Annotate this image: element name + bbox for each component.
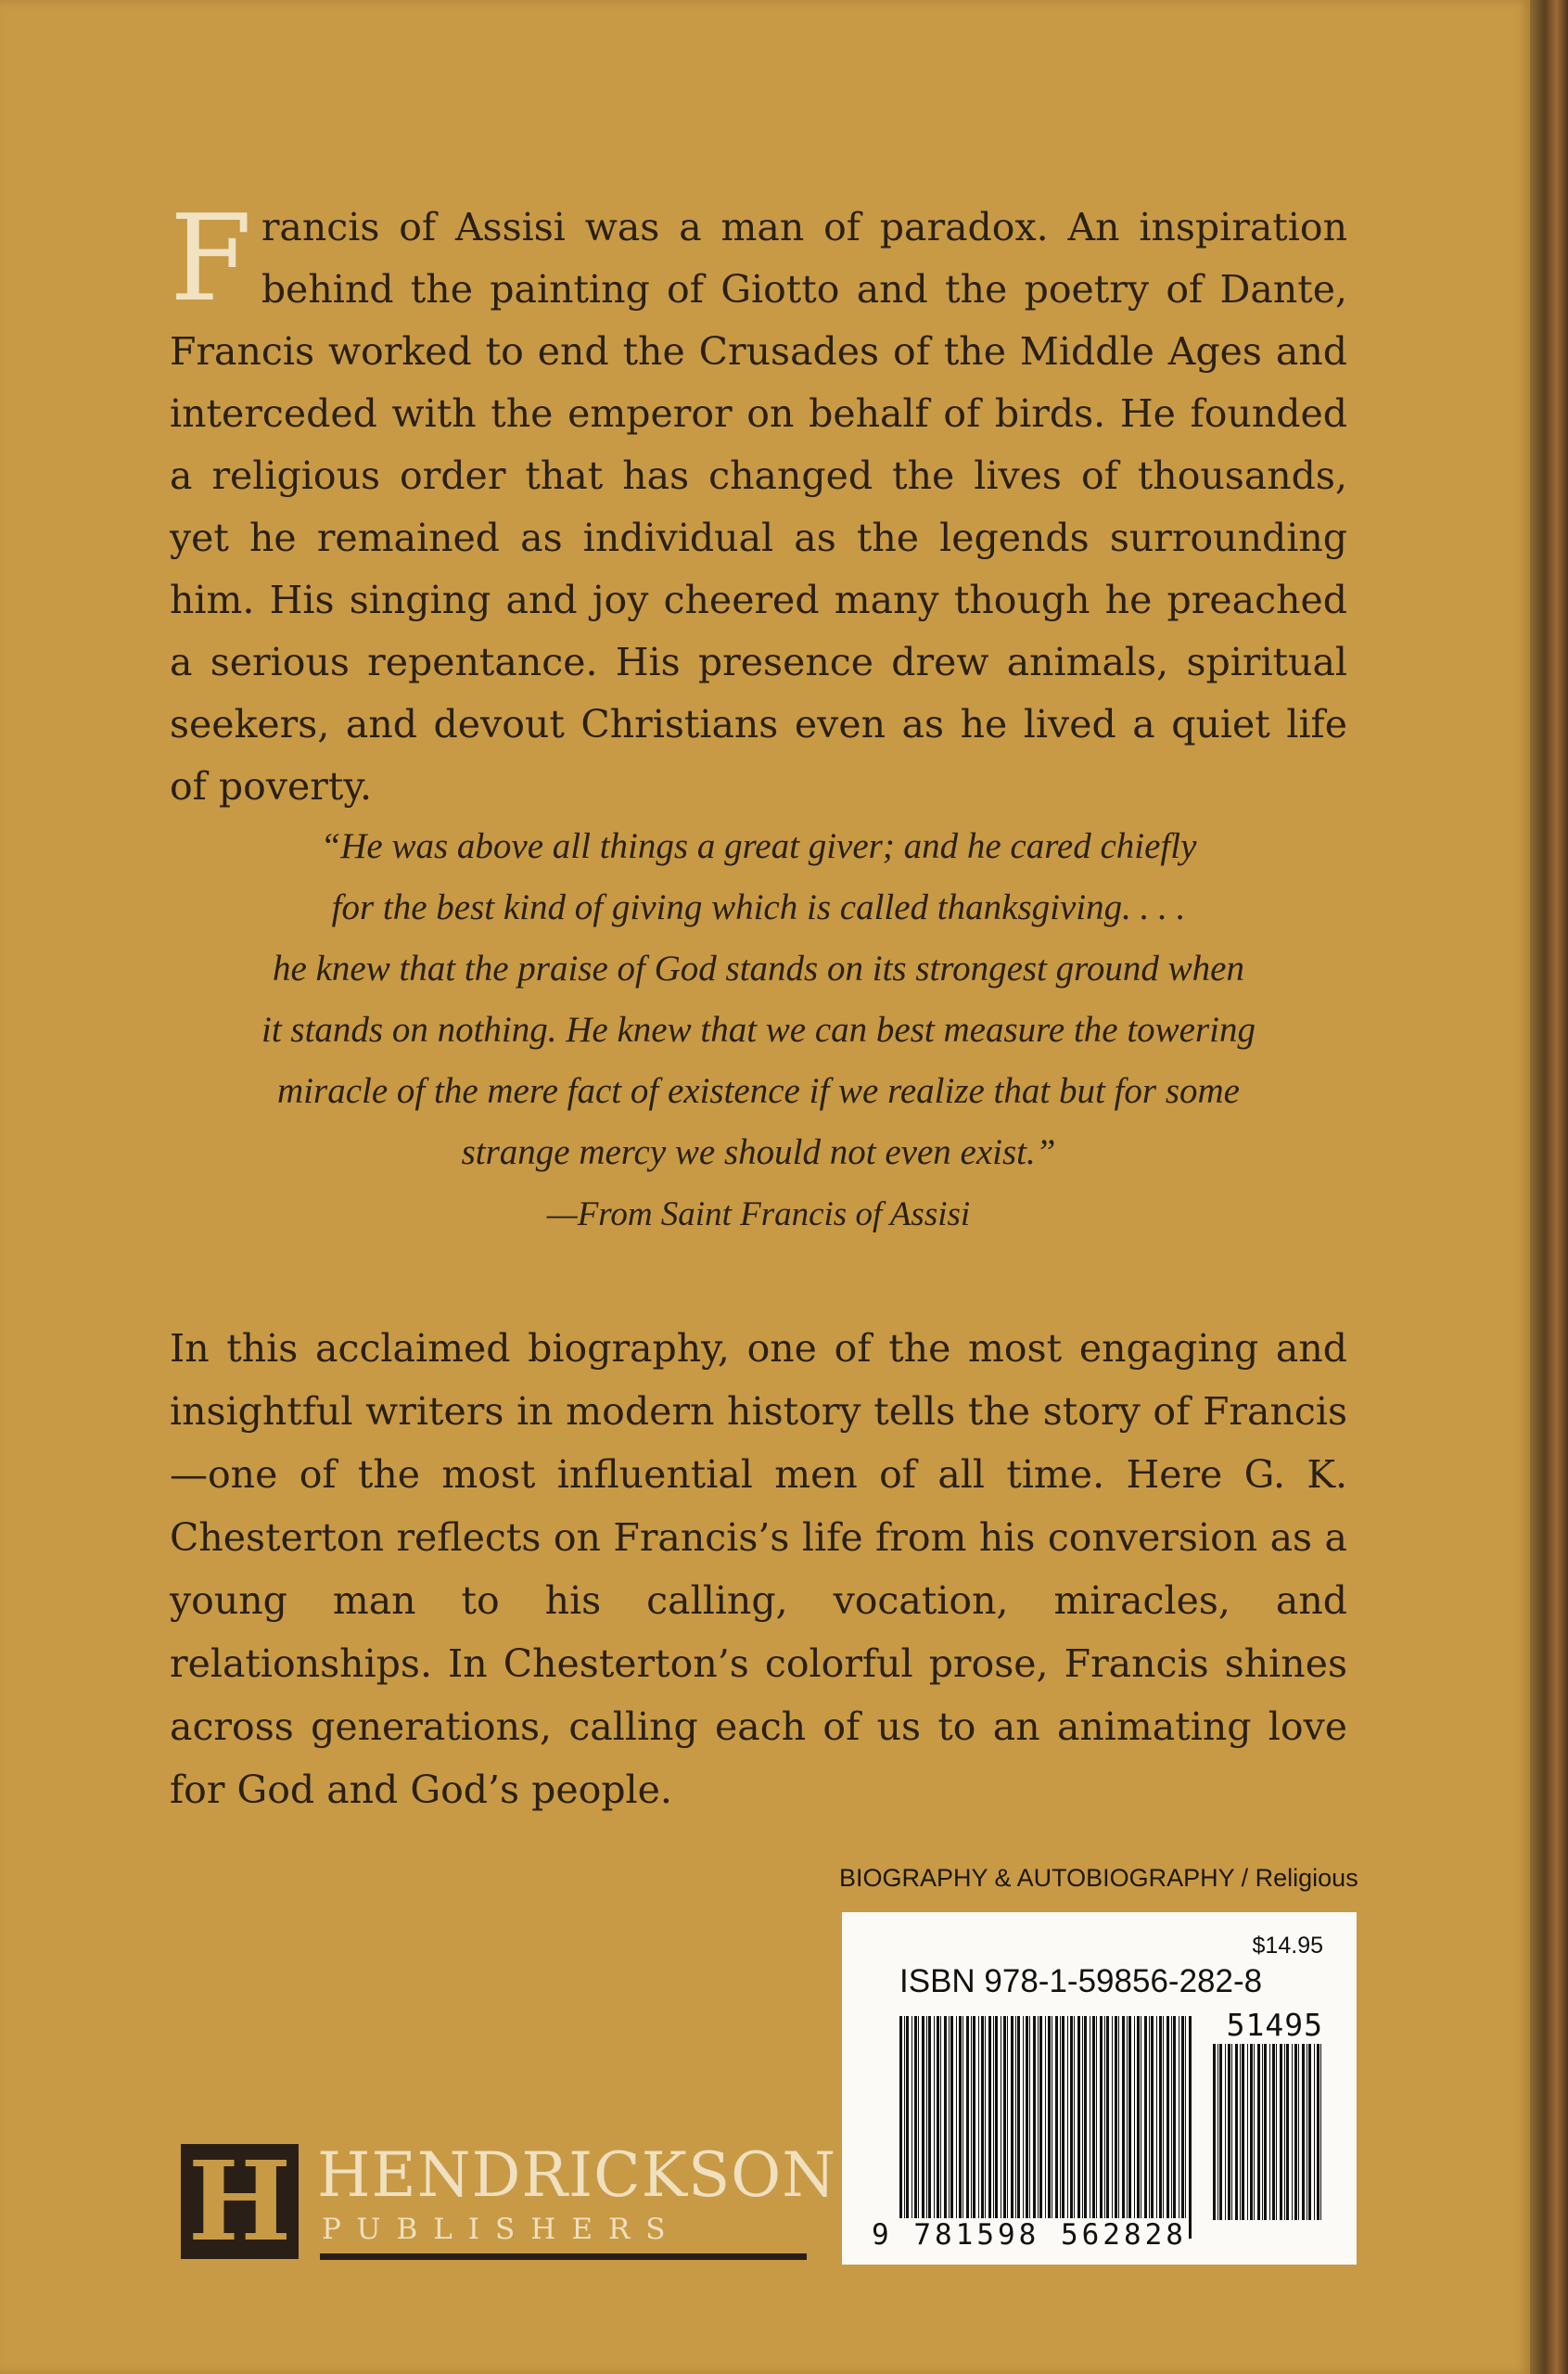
subject-category: BIOGRAPHY & AUTOBIOGRAPHY / Religious	[839, 1864, 1358, 1892]
price-addon-code: 51495	[1226, 2007, 1323, 2043]
addon-barcode	[1213, 2044, 1324, 2220]
book-summary: In this acclaimed biography, one of the most engaging and insightful writers in modern history tells the story of Francis—one of the most influential men of all time. Here G. K. Chesterton reflects on Francis’s life from his conversion as a young man to his calling, vocation, miracles, and relationships. In Chesterton’s colorful prose, Francis shines across generations, calling each of us to an animating love for God and God’s people.	[170, 1326, 1347, 1812]
opening-blurb	[170, 190, 1347, 818]
price-label: $14.95	[1252, 1933, 1323, 1959]
quote-line: it stands on nothing. He knew that we can best measure the towering	[261, 1010, 1256, 1050]
quote-source: —From Saint Francis of Assisi	[546, 1195, 971, 1233]
quote-line: for the best kind of giving which is called thanksgiving. . . .	[331, 887, 1186, 927]
quote-line: he knew that the praise of God stands on its strongest ground when	[273, 949, 1244, 989]
publisher-subtitle: PUBLISHERS	[322, 2213, 682, 2246]
publisher-mark-icon: H	[181, 2144, 299, 2259]
opening-blurb-text: rancis of Assisi was a man of paradox. An inspiration behind the painting of Giotto and the poetry of Dante, Francis worked to end the Crusades of the Middle Ages and interceded with the emperor on behalf of birds. He founded a religious order that has changed the lives of thousands, yet he remained as individual as the legends surrounding him. His singing and joy cheered many though he preached a serious repentance. His presence drew animals, spiritual seekers, and devout Christians even as he lived a quiet life of poverty.	[170, 205, 1347, 809]
publisher-rule	[320, 2253, 807, 2260]
isbn-barcode	[899, 2016, 1192, 2239]
quote-line: miracle of the mere fact of existence if we realize that but for some	[277, 1071, 1240, 1111]
barcode-digits: 9 781598 562828	[872, 2218, 1187, 2252]
chesterton-quote	[170, 816, 1347, 1183]
drop-cap: F	[170, 190, 252, 328]
isbn-label: ISBN 978-1-59856-282-8	[899, 1963, 1263, 1999]
quote-line: “He was above all things a great giver; and he cared chiefly	[320, 826, 1197, 866]
book-edge	[1530, 0, 1568, 2374]
publisher-name: HENDRICKSON	[317, 2139, 837, 2211]
publisher-logo	[181, 2137, 837, 2266]
barcode-sticker	[842, 1912, 1357, 2265]
quote-line: strange mercy we should not even exist.”	[461, 1132, 1056, 1172]
